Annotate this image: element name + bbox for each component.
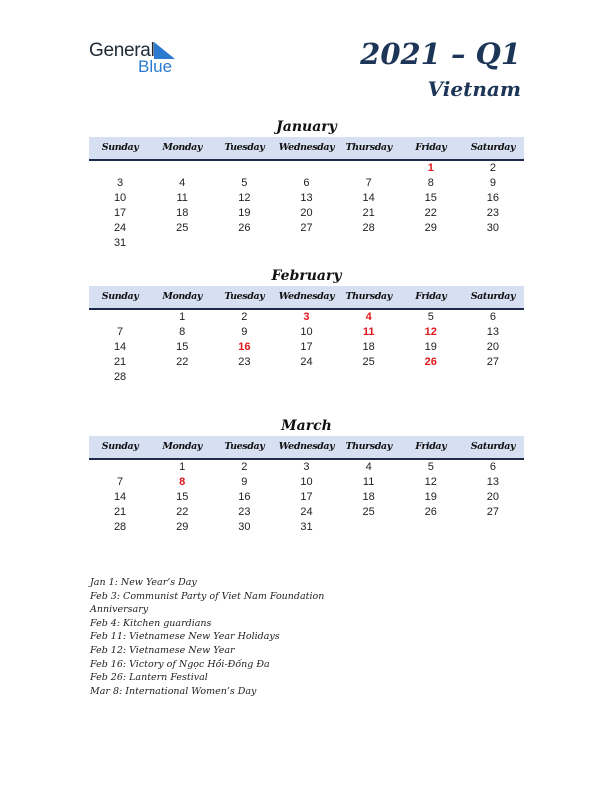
calendar-date: 7 <box>117 476 124 488</box>
calendar-date: 20 <box>486 491 500 503</box>
holiday-date: 12 <box>424 326 437 338</box>
weekday-label: Saturday <box>470 291 516 302</box>
week-row <box>89 490 524 505</box>
month-march <box>89 416 524 535</box>
calendar-date: 30 <box>238 521 251 533</box>
calendar-date <box>213 370 275 385</box>
holiday-date: 8 <box>179 476 186 488</box>
calendar-date: 27 <box>486 356 500 368</box>
calendar-date: 17 <box>300 491 313 503</box>
week-row <box>89 221 524 236</box>
calendar-date: 1 <box>179 311 186 323</box>
holiday-date: 4 <box>365 311 372 323</box>
calendar-date: 27 <box>486 506 500 518</box>
calendar-date <box>151 370 213 385</box>
calendar-date: 4 <box>179 177 186 189</box>
holiday-entry: Feb 11: Vietnamese New Year Holidays <box>90 631 280 643</box>
week-row <box>89 176 524 191</box>
calendar-date <box>151 161 213 176</box>
logo-blue-text: Blue <box>138 57 173 76</box>
calendar-date: 11 <box>176 192 188 204</box>
calendar-date: 30 <box>486 222 500 234</box>
calendar-date: 6 <box>489 461 496 473</box>
calendar-date: 18 <box>176 207 189 219</box>
calendar-date: 26 <box>424 506 437 518</box>
calendar-date: 9 <box>241 326 248 338</box>
calendar-date: 23 <box>238 356 251 368</box>
month-february <box>89 266 524 385</box>
weekday-label: Friday <box>415 441 447 452</box>
calendar-date: 17 <box>300 341 313 353</box>
calendar-date: 24 <box>300 506 313 518</box>
holiday-list <box>90 576 390 698</box>
calendar-date: 14 <box>362 192 375 204</box>
holiday-entry: Feb 12: Vietnamese New Year <box>90 644 235 656</box>
calendar-date: 21 <box>113 356 127 368</box>
calendar-date <box>89 161 151 176</box>
calendar-date: 10 <box>300 476 313 488</box>
weekday-header <box>89 436 524 460</box>
week-row <box>89 310 524 325</box>
calendar-date: 21 <box>113 506 127 518</box>
weekday-label: Monday <box>162 142 203 153</box>
calendar-date: 10 <box>300 326 313 338</box>
weekday-label: Friday <box>415 291 447 302</box>
calendar-date: 10 <box>113 192 127 204</box>
calendar-date: 28 <box>113 521 127 533</box>
calendar-date: 24 <box>113 222 127 234</box>
calendar-date <box>338 370 400 385</box>
month-january <box>89 117 524 251</box>
calendar-date: 9 <box>241 476 248 488</box>
week-row <box>89 191 524 206</box>
calendar-date: 13 <box>300 192 313 204</box>
weekday-label: Sunday <box>101 142 139 153</box>
calendar-date <box>89 460 151 475</box>
calendar-date: 18 <box>362 491 375 503</box>
month-grid <box>89 460 524 535</box>
calendar-date: 23 <box>238 506 251 518</box>
calendar-date: 26 <box>238 222 251 234</box>
weekday-label: Monday <box>162 441 203 452</box>
calendar-date: 22 <box>176 356 189 368</box>
calendar-date: 13 <box>486 326 500 338</box>
calendar-date: 12 <box>424 476 437 488</box>
calendar-date: 22 <box>176 506 189 518</box>
calendar-date: 31 <box>300 521 313 533</box>
calendar-date: 21 <box>362 207 375 219</box>
calendar-date: 16 <box>238 491 251 503</box>
holiday-date: 1 <box>427 162 434 174</box>
holiday-date: 26 <box>424 356 437 368</box>
calendar-date: 29 <box>176 521 189 533</box>
logo-general-text: General <box>89 40 155 61</box>
month-grid <box>89 310 524 385</box>
weekday-label: Saturday <box>470 142 516 153</box>
holiday-entry: Feb 3: Communist Party of Viet Nam Foundation <box>90 590 325 602</box>
calendar-date: 5 <box>427 311 434 323</box>
week-row <box>89 340 524 355</box>
calendar-date: 20 <box>486 341 500 353</box>
month-title: February <box>271 268 342 284</box>
calendar-date: 19 <box>238 207 251 219</box>
weekday-label: Tuesday <box>224 291 265 302</box>
week-row <box>89 206 524 221</box>
calendar-date: 28 <box>113 371 127 383</box>
week-row <box>89 520 524 535</box>
week-row <box>89 505 524 520</box>
calendar-date: 25 <box>362 506 375 518</box>
calendar-date: 25 <box>176 222 189 234</box>
weekday-label: Thursday <box>345 142 392 153</box>
calendar-date: 23 <box>486 207 500 219</box>
weekday-header <box>89 286 524 310</box>
holiday-entry: Feb 16: Victory of Ngọc Hồi-Đống Đa <box>90 658 270 670</box>
calendar-date: 14 <box>113 341 127 353</box>
holiday-date: 16 <box>238 341 251 353</box>
calendar-date: 19 <box>424 341 437 353</box>
country-subtitle: Vietnam <box>427 77 521 101</box>
calendar-date <box>213 161 275 176</box>
calendar-date: 8 <box>427 177 434 189</box>
week-row <box>89 236 524 251</box>
month-title: January <box>276 119 337 135</box>
calendar-date: 8 <box>179 326 186 338</box>
holiday-date: 3 <box>303 311 310 323</box>
weekday-label: Wednesday <box>278 291 335 302</box>
weekday-header <box>89 137 524 161</box>
weekday-label: Tuesday <box>224 142 265 153</box>
holiday-entry: Anniversary <box>90 604 149 616</box>
week-row <box>89 355 524 370</box>
week-row <box>89 161 524 176</box>
calendar-date: 27 <box>300 222 313 234</box>
weekday-label: Wednesday <box>278 441 335 452</box>
calendar-date: 4 <box>365 461 372 473</box>
calendar-date: 13 <box>486 476 500 488</box>
calendar-date: 17 <box>113 207 127 219</box>
calendar-date: 18 <box>362 341 375 353</box>
calendar-date <box>462 370 524 385</box>
weekday-label: Thursday <box>345 441 392 452</box>
holiday-entry: Feb 26: Lantern Festival <box>90 672 208 684</box>
month-grid <box>89 161 524 251</box>
holiday-entry: Jan 1: New Year’s Day <box>90 577 197 588</box>
weekday-label: Saturday <box>470 441 516 452</box>
calendar-date: 24 <box>300 356 313 368</box>
weekday-label: Thursday <box>345 291 392 302</box>
calendar-date: 3 <box>303 461 310 473</box>
calendar-date: 11 <box>362 476 375 488</box>
weekday-label: Wednesday <box>278 142 335 153</box>
calendar-date: 2 <box>241 461 248 473</box>
weekday-label: Tuesday <box>224 441 265 452</box>
weekday-label: Friday <box>415 142 447 153</box>
calendar-date <box>400 370 462 385</box>
page-title: 2021 – Q1 <box>360 37 521 71</box>
calendar-date: 6 <box>489 311 496 323</box>
week-row <box>89 460 524 475</box>
calendar-date: 5 <box>427 461 434 473</box>
week-row <box>89 475 524 490</box>
holiday-date: 11 <box>362 326 375 338</box>
calendar-date <box>275 161 337 176</box>
calendar-date <box>275 370 337 385</box>
calendar-date <box>400 520 462 535</box>
calendar-date: 7 <box>365 177 372 189</box>
calendar-date: 2 <box>489 162 496 174</box>
calendar-date: 16 <box>486 192 500 204</box>
calendar-date: 29 <box>424 222 437 234</box>
calendar-date: 22 <box>424 207 437 219</box>
calendar-date: 2 <box>241 311 248 323</box>
calendar-date: 1 <box>179 461 186 473</box>
calendar-date: 25 <box>362 356 375 368</box>
weekday-label: Sunday <box>101 441 139 452</box>
calendar-date <box>151 236 213 251</box>
calendar-date: 7 <box>117 326 124 338</box>
holiday-entry: Mar 8: International Women’s Day <box>90 685 257 697</box>
weekday-label: Sunday <box>101 291 139 302</box>
brand-logo <box>89 40 189 80</box>
calendar-date <box>462 520 524 535</box>
calendar-date: 6 <box>303 177 310 189</box>
calendar-date: 19 <box>424 491 437 503</box>
calendar-date <box>400 236 462 251</box>
calendar-date: 5 <box>241 177 248 189</box>
calendar-date: 28 <box>362 222 375 234</box>
week-row <box>89 370 524 385</box>
calendar-date <box>89 310 151 325</box>
weekday-label: Monday <box>162 291 203 302</box>
calendar-date <box>338 520 400 535</box>
calendar-date: 20 <box>300 207 313 219</box>
week-row <box>89 325 524 340</box>
calendar-date <box>338 161 400 176</box>
holiday-entry: Feb 4: Kitchen guardians <box>90 617 212 629</box>
calendar-date: 15 <box>176 341 189 353</box>
calendar-date: 31 <box>113 237 127 249</box>
calendar-date <box>462 236 524 251</box>
calendar-date: 14 <box>113 491 127 503</box>
calendar-date <box>338 236 400 251</box>
calendar-date: 15 <box>176 491 189 503</box>
calendar-date <box>275 236 337 251</box>
calendar-date <box>213 236 275 251</box>
month-title: March <box>281 418 332 434</box>
calendar-date: 15 <box>424 192 437 204</box>
calendar-date: 9 <box>489 177 496 189</box>
calendar-date: 12 <box>238 192 251 204</box>
calendar-date: 3 <box>117 177 124 189</box>
